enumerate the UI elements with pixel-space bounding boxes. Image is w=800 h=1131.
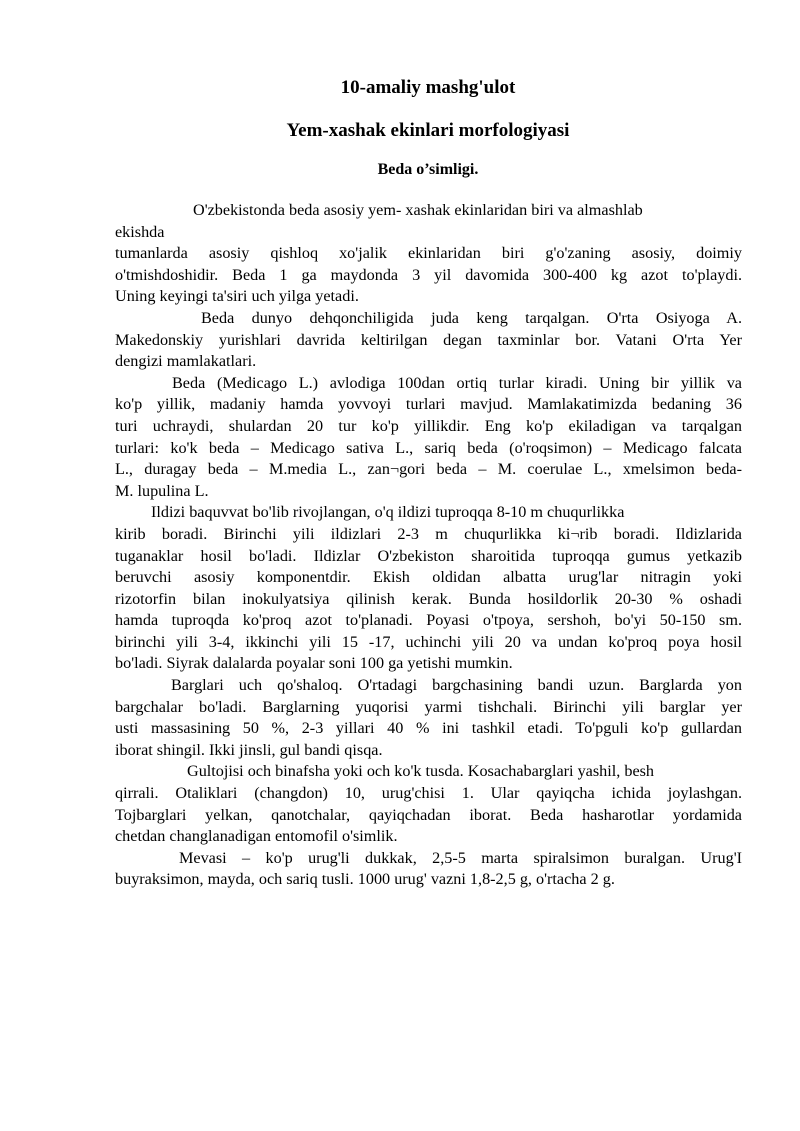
text-line: Ildizi baquvvat bo'lib rivojlangan, o'q ildizi tuproqqa 8-10 m chuqurlikka [151, 503, 625, 522]
text-line: tumanlarda asosiy qishloq xo'jalik ekinlaridan biri g'o'zaning asosiy, doimiy [115, 244, 742, 263]
text-line: beruvchi asosiy komponentdir. Ekish oldidan albatta urug'lar nitragin yoki [115, 568, 742, 587]
text-line: turlari: ko'k beda – Medicago sativa L., sariq beda (o'roqsimon) – Medicago falcata [115, 438, 742, 457]
text-line: hamda tuproqda ko'proq azot to'planadi. Poyasi o'tpoya, sershoh, bo'yi 50-150 sm. [115, 611, 742, 630]
text-line: usti massasining 50 %, 2-3 yillari 40 % ini tashkil etadi. To'pguli ko'p gullardan [115, 719, 742, 738]
text-line: M. lupulina L. [115, 481, 209, 500]
text-line: Beda dunyo dehqonchiligida juda keng tarqalgan. O'rta Osiyoga A. [201, 308, 742, 327]
text-line: ekishda [115, 222, 165, 241]
section-title: Beda o’simligi. [377, 161, 479, 178]
text-line: bargchalar bo'ladi. Barglarning yuqorisi yarmi tishchali. Birinchi yili barglar yer [115, 697, 742, 716]
text-line: O'zbekistonda beda asosiy yem- xashak ekinlaridan biri va almashlab [193, 201, 643, 219]
text-line: tuganaklar hosil bo'ladi. Ildizlar O'zbekiston sharoitida tuproqqa gumus yetkazib [115, 546, 742, 565]
text-line: Mevasi – ko'p urug'li dukkak, 2,5-5 marta spiralsimon buralgan. Urug'I [179, 848, 742, 867]
text-line: buyraksimon, mayda, och sariq tusli. 1000 urug' vazni 1,8-2,5 g, o'rtacha 2 g. [115, 870, 615, 889]
text-line: chetdan changlanadigan entomofil o'simlik. [115, 827, 398, 846]
text-line: rizotorfin bilan inokulyatsiya qilinish kerak. Bunda hosildorlik 20-30 % oshadi [115, 589, 742, 608]
text-line: dengizi mamlakatlari. [115, 352, 257, 371]
text-line: Tojbarglari yelkan, qanotchalar, qayiqchadan iborat. Beda hasharotlar yordamida [115, 805, 742, 824]
text-line: bo'ladi. Siyrak dalalarda poyalar soni 100 ga yetishi mumkin. [115, 654, 513, 673]
page-title: 10-amaliy mashg'ulot [340, 77, 516, 98]
text-line: Uning keyingi ta'siri uch yilga yetadi. [115, 287, 359, 306]
text-line: ko'p yillik, madaniy hamda yovvoyi turlari mavjud. Mamlakatimizda bedaning 36 [115, 395, 742, 414]
text-line: Makedonskiy yurishlari davrida keltirilgan degan taxminlar bor. Vatani O'rta Yer [115, 330, 742, 349]
text-line: turi uchraydi, shulardan 20 tur ko'p yillikdir. Eng ko'p ekiladigan va tarqalgan [115, 416, 742, 435]
text-line: Gultojisi och binafsha yoki och ko'k tusda. Kosachabarglari yashil, besh [187, 762, 655, 781]
text-line: kirib boradi. Birinchi yili ildizlari 2-3 m chuqurlikka ki¬rib boradi. Ildizlarida [115, 524, 742, 543]
text-line: Beda (Medicago L.) avlodiga 100dan ortiq turlar kiradi. Uning bir yillik va [172, 373, 742, 392]
text-line: birinchi yili 3-4, ikkinchi yili 15 -17, uchinchi yili 20 va undan ko'proq poya hosil [115, 632, 742, 651]
text-line: iborat shingil. Ikki jinsli, gul bandi qisqa. [115, 740, 383, 759]
page-subtitle: Yem-xashak ekinlari morfologiyasi [286, 120, 570, 141]
text-line: qirrali. Otaliklari (changdon) 10, urug'chisi 1. Ular qayiqcha ichida joylashgan. [115, 784, 742, 803]
body-text [115, 200, 742, 891]
text-line: Barglari uch qo'shaloq. O'rtadagi bargchasining bandi uzun. Barglarda yon [171, 676, 742, 695]
text-line: L., duragay beda – M.media L., zan¬gori beda – M. coerulae L., xmelsimon beda- [115, 460, 742, 479]
text-line: o'tmishdoshidir. Beda 1 ga maydonda 3 yil davomida 300-400 kg azot to'playdi. [115, 265, 742, 284]
